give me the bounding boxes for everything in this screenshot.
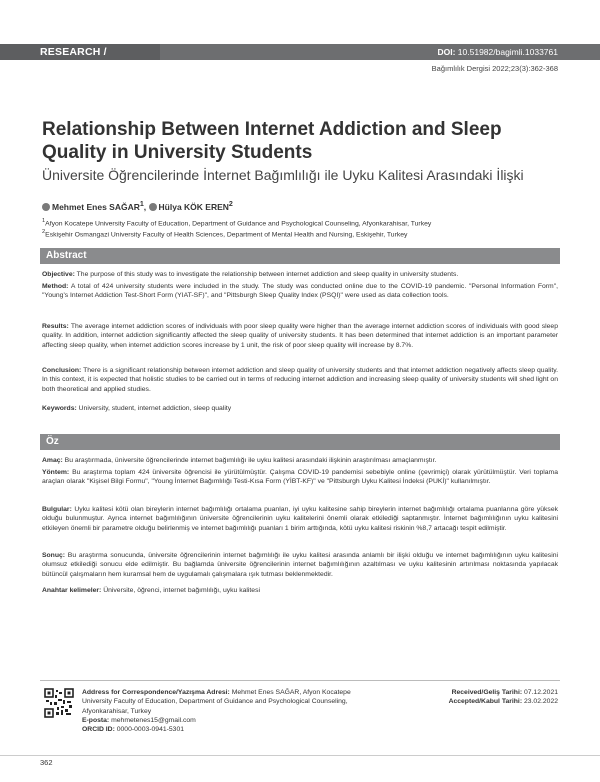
accepted-label: Accepted/Kabul Tarihi:: [448, 698, 523, 706]
accepted-value: 23.02.2022: [522, 698, 558, 706]
bulgular-label: Bulgular:: [42, 506, 72, 513]
oz-yontem: [42, 468, 558, 487]
orcid-label: ORCID ID:: [82, 726, 115, 734]
page-number: 362: [40, 758, 53, 767]
orcid-line: [82, 725, 372, 734]
abstract-results: [42, 322, 558, 350]
results-text: The average internet addiction scores of individuals with poor sleep quality were higher than the average internet addiction scores of individuals with good sleep quality. In addition, internet addiction significantly affected the sleep quality of university students. It has been determined that internet addiction is an important parameter affecting sleep quality, when internet addiction scores increase by 1 unit, the risk of poor sleep quality will increase by 8.7%.: [42, 323, 558, 349]
article-subtitle: Üniversite Öğrencilerinde İnternet Bağımlılığı ile Uyku Kalitesi Arasındaki İlişki: [42, 167, 524, 183]
abstract-heading: Abstract: [40, 248, 560, 264]
abstract-method: [42, 282, 558, 301]
received-label: Received/Geliş Tarihi:: [451, 689, 523, 696]
affiliation-2-text: Eskişehir Osmangazi University Faculty of Health Sciences, Department of Mental Health and Nursing, Eskişehir, Turkey: [45, 231, 408, 239]
bottom-divider: [0, 755, 600, 756]
email-line: [82, 716, 372, 725]
method-text: A total of 424 university students were included in the study. The study was conducted online due to the COVID-19 pandemic. "Personal Information Form", "Young's Internet Addiction Test-Short Form (YIAT-SF)", and "Pittsburgh Sleep Quality Index (PSQI)" were used as data collection tools.: [42, 283, 558, 300]
author-1: Mehmet Enes SAĞAR: [52, 201, 140, 212]
accepted-date: [449, 697, 558, 706]
address-line-1: [82, 688, 372, 697]
affiliation-1-sup: 1: [42, 218, 46, 224]
orcid-icon[interactable]: [149, 203, 157, 211]
amac-label: Amaç:: [42, 457, 63, 464]
oz-amac: [42, 456, 558, 465]
method-label: Method:: [42, 283, 69, 290]
doi[interactable]: [437, 44, 558, 60]
yontem-label: Yöntem:: [42, 469, 70, 476]
doi-value: 10.51982/bagimli.1033761: [457, 47, 558, 57]
abstract-conclusion: [42, 366, 558, 394]
title-line-1: Relationship Between Internet Addiction and Sleep: [42, 119, 502, 140]
conclusion-text: There is a significant relationship between internet addiction and sleep quality of university students and that internet addiction negatively affects sleep quality. In this context, it is expected that holistic studies to be carried out in terms of reducing internet addiction and increasing sleep quality of university students will shed light on both theoretical and applied studies.: [42, 367, 558, 393]
address-name: Mehmet Enes SAĞAR, Afyon Kocatepe: [229, 689, 351, 696]
keywords-label: Keywords:: [42, 405, 77, 412]
address-label: Address for Correspondence/Yazışma Adresi:: [82, 689, 230, 696]
sonuc-label: Sonuç:: [42, 552, 66, 559]
oz-heading: Öz: [40, 434, 560, 450]
oz-bulgular: [42, 505, 558, 533]
sonuc-text: Bu araştırma sonucunda, üniversite öğrencilerinin internet bağımlılığı ile uyku kalitesi arasında anlamlı bir ilişki olduğu ve internet bağımlılığının uyku kalitesini olumsuz etkilediği sonucu elde edilmiştir. Bu bağlamda üniversite öğrencilerinin internet bağımlılığının azaltılması ve uyku kalitesinin artırılması noktasında yapılacak bütüncül çalışmaların hem kuramsal hem de uygulamalı çalışmalara ışık tutması beklenmektedir.: [42, 552, 558, 578]
author-1-sup: 1: [139, 200, 144, 208]
author-separator: ,: [143, 201, 149, 212]
anahtar-text: Üniversite, öğrenci, internet bağımlılığı, uyku kalitesi: [101, 587, 260, 594]
received-value: 07.12.2021: [522, 689, 558, 696]
author-2-sup: 2: [228, 200, 233, 208]
conclusion-label: Conclusion:: [42, 367, 82, 374]
affiliation-1: [42, 218, 431, 227]
email-label: E-posta:: [82, 716, 110, 724]
address-line-3: Afyonkarahisar, Turkey: [82, 707, 152, 715]
oz-sonuc: [42, 551, 558, 579]
affiliation-1-text: Afyon Kocatepe University Faculty of Education, Department of Guidance and Psychological Counseling, Afyonkarahisar, Turkey: [45, 220, 432, 228]
author-2: Hülya KÖK EREN: [158, 201, 229, 212]
objective-text: The purpose of this study was to investigate the relationship between internet addiction and sleep quality in university students.: [74, 271, 459, 278]
keywords-text: University, student, internet addiction, sleep quality: [76, 405, 232, 412]
affiliation-2: [42, 229, 407, 238]
correspondence-address: [82, 688, 372, 734]
footer-divider: [40, 680, 560, 681]
yontem-text: Bu araştırma toplam 424 üniversite öğrencisi ile yürütülmüştür. Çalışma COVID-19 pandemisi sebebiyle online (çevrimiçi) olarak yürütülmüştür. Veri toplama araçları olarak "Kişisel Bilgi Formu", "Young İnternet Bağımlılığı Testi-Kısa Form (YİBT-KF)" ve "Pittsburgh Uyku Kalitesi İndeksi (PUKİ)" kullanılmıştır.: [42, 469, 558, 486]
address-line-2: University Faculty of Education, Department of Guidance and Psychological Counseling,: [82, 698, 348, 706]
section-tag: RESEARCH / ARAŞTIRMA: [0, 44, 160, 60]
doi-label: DOI:: [437, 47, 456, 57]
author-list: [42, 200, 233, 212]
orcid-value: 0000-0003-0941-5301: [114, 726, 185, 734]
amac-text: Bu araştırmada, üniversite öğrencilerinde internet bağımlılığı ile uyku kalitesi arasındaki ilişkinin araştırılması amaçlanmıştır.: [62, 457, 437, 464]
anahtar-label: Anahtar kelimeler:: [42, 587, 102, 594]
oz-anahtar: [42, 586, 558, 595]
affiliation-2-sup: 2: [42, 229, 46, 235]
abstract-objective: [42, 270, 558, 279]
bulgular-text: Uyku kalitesi kötü olan bireylerin internet bağımlılığı ortalama puanları, iyi uyku kalitesine sahip bireylerin internet bağımlılığı ortalama puanlarına göre yüksek olduğu bulunmuştur. Ayrıca internet bağımlılığının üniversite öğrencilerinin uyku kalitelerini önemli olarak etkilediği saptanmıştır. İnternet bağımlılığının uyku kalitesini etkileyen önemli bir parametre olduğu belirlenmiş ve internet bağımlılığı puanları 1 birim arttığında, kötü uyku kalitesi riskinin %8,7 artacağı tespit edilmiştir.: [42, 506, 558, 532]
abstract-keywords: [42, 404, 558, 413]
results-label: Results:: [42, 323, 69, 330]
article-title: [42, 118, 562, 164]
qr-code-icon[interactable]: [44, 688, 74, 718]
email-value[interactable]: mehmetenes15@gmail.com: [109, 716, 196, 724]
submission-dates: [449, 688, 558, 707]
orcid-icon[interactable]: [42, 203, 50, 211]
title-line-2: Quality in University Students: [42, 142, 313, 163]
objective-label: Objective:: [42, 271, 75, 278]
received-date: [449, 688, 558, 697]
journal-citation: Bağımlılık Dergisi 2022;23(3):362-368: [431, 64, 558, 73]
